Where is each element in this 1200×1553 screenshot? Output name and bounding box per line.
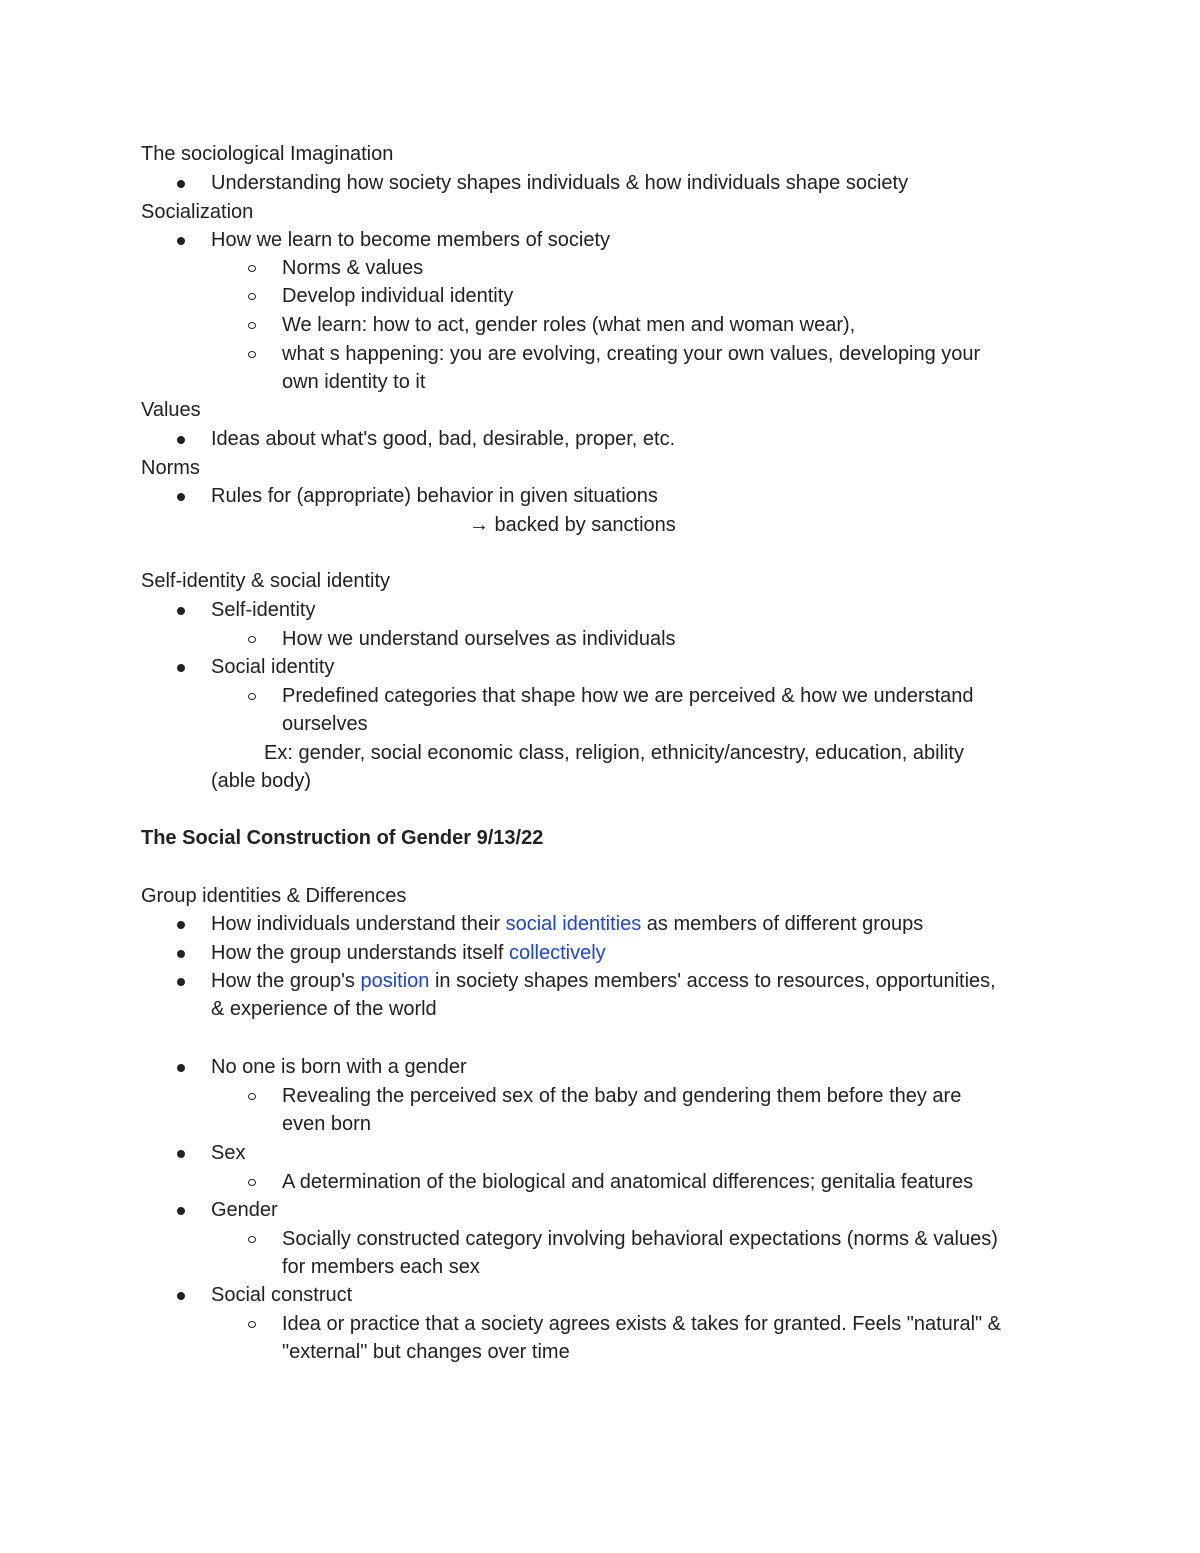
bullet-icon [177, 607, 185, 615]
hollow-bullet-icon [248, 293, 256, 300]
hollow-bullet-icon [248, 1093, 256, 1100]
sub-list-item: Revealing the perceived sex of the baby and gendering them before they are [282, 1085, 962, 1107]
sub-list-item: Develop individual identity [282, 285, 514, 307]
bullet-icon [177, 950, 185, 958]
bullet-icon [177, 436, 185, 444]
hollow-bullet-icon [248, 693, 256, 700]
text-segment: in society shapes members' access to resources, opportunities, [429, 970, 996, 992]
sub-list-item: Predefined categories that shape how we are perceived & how we understand [282, 685, 974, 707]
hollow-bullet-icon [248, 265, 256, 272]
bullet-icon [177, 237, 185, 245]
list-item: No one is born with a gender [211, 1056, 467, 1078]
list-item: Self-identity [211, 599, 316, 621]
collectively-link[interactable]: collectively [508, 942, 606, 964]
sub-list-item: what s happening: you are evolving, creating your own values, developing your [282, 343, 981, 365]
heading-group-identities: Group identities & Differences [141, 885, 407, 907]
position-link[interactable]: position [360, 970, 430, 992]
sub-list-item: We learn: how to act, gender roles (what men and woman wear), [282, 314, 856, 336]
bullet-icon [177, 1292, 185, 1300]
bullet-icon [177, 1064, 185, 1072]
bullet-icon [177, 1207, 185, 1215]
text-segment: How individuals understand their [211, 913, 506, 935]
sub-list-item: How we understand ourselves as individuals [282, 628, 676, 650]
sub-list-item-continued: own identity to it [282, 371, 426, 393]
bullet-icon [177, 1150, 185, 1158]
list-item: Social construct [211, 1284, 353, 1306]
example-text: Ex: gender, social economic class, religion, ethnicity/ancestry, education, ability [264, 742, 964, 764]
heading-norms: Norms [141, 457, 200, 479]
social-identities-link[interactable]: social identities [505, 913, 642, 935]
sub-list-item-continued: "external" but changes over time [282, 1341, 570, 1363]
hollow-bullet-icon [248, 1321, 256, 1328]
example-text-continued: (able body) [211, 770, 312, 792]
norms-note: → backed by sanctions [469, 514, 676, 536]
heading-social-construction-of-gender: The Social Construction of Gender 9/13/22 [141, 827, 544, 849]
hollow-bullet-icon [248, 351, 256, 358]
text-segment: as members of different groups [641, 913, 924, 935]
sub-list-item: Norms & values [282, 257, 424, 279]
sub-list-item-continued: even born [282, 1113, 371, 1135]
sub-list-item-continued: ourselves [282, 713, 368, 735]
text-segment: How the group understands itself [211, 942, 509, 964]
heading-sociological-imagination: The sociological Imagination [141, 143, 394, 165]
bullet-icon [177, 493, 185, 501]
bullet-icon [177, 664, 185, 672]
heading-self-social-identity: Self-identity & social identity [141, 570, 391, 592]
list-item [211, 912, 923, 936]
sub-list-item: Socially constructed category involving behavioral expectations (norms & values) [282, 1228, 998, 1250]
bullet-icon [177, 978, 185, 986]
list-item: Sex [211, 1142, 246, 1164]
text-segment: How the group's [211, 970, 361, 992]
hollow-bullet-icon [248, 1236, 256, 1243]
list-item: Understanding how society shapes individuals & how individuals shape society [211, 172, 909, 194]
heading-values: Values [141, 399, 201, 421]
heading-socialization: Socialization [141, 201, 254, 223]
hollow-bullet-icon [248, 636, 256, 643]
bullet-icon [177, 180, 185, 188]
list-item: How we learn to become members of society [211, 229, 611, 251]
list-item: Gender [211, 1199, 278, 1221]
list-item-continued: & experience of the world [211, 998, 437, 1020]
list-item [211, 941, 606, 965]
hollow-bullet-icon [248, 1179, 256, 1186]
sub-list-item: Idea or practice that a society agrees exists & takes for granted. Feels "natural" & [282, 1313, 1002, 1335]
list-item: Rules for (appropriate) behavior in given situations [211, 485, 658, 507]
list-item: Social identity [211, 656, 335, 678]
bullet-icon [177, 921, 185, 929]
sub-list-item: A determination of the biological and anatomical differences; genitalia features [282, 1171, 974, 1193]
sub-list-item-continued: for members each sex [282, 1256, 480, 1278]
list-item: Ideas about what's good, bad, desirable, proper, etc. [211, 428, 676, 450]
hollow-bullet-icon [248, 322, 256, 329]
list-item [211, 969, 996, 993]
